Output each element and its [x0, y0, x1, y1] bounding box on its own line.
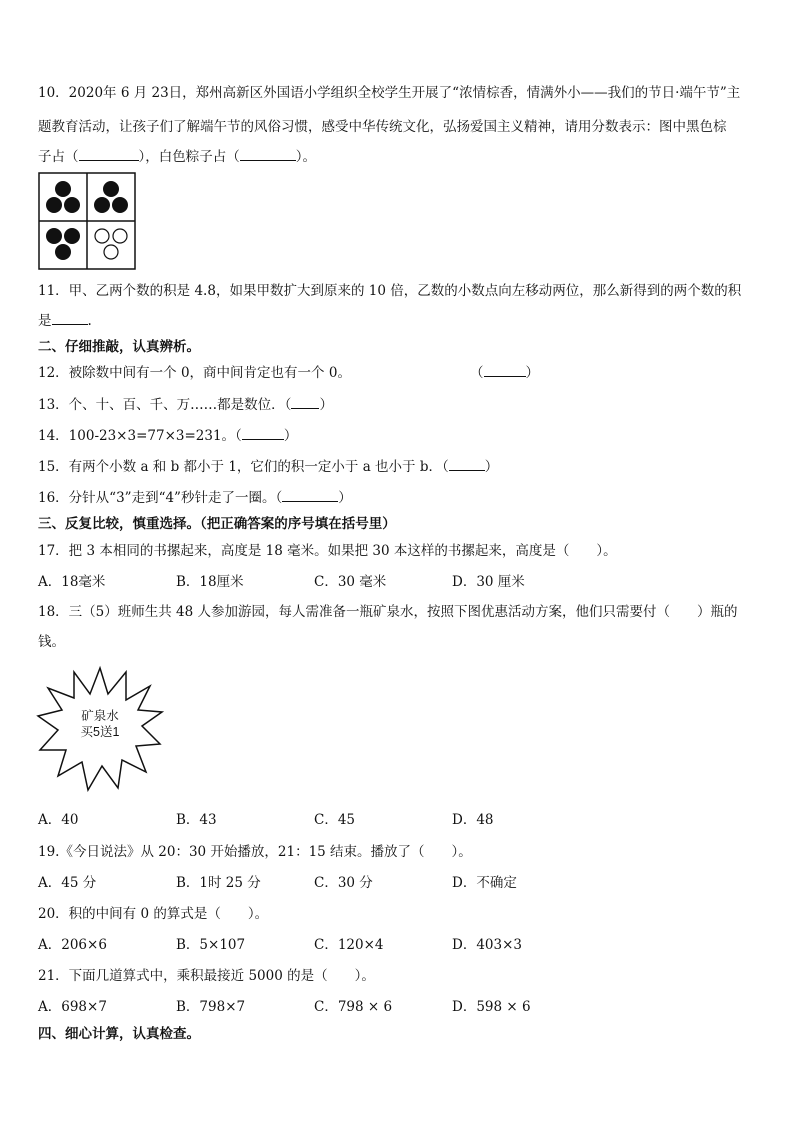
section-2-heading: 二、仔细推敲，认真辨析。: [38, 339, 200, 355]
q12-blank[interactable]: [484, 364, 526, 377]
q17-text: 17．把 3 本相同的书摞起来，高度是 18 毫米。如果把 30 本这样的书摞起来，高度是（ ）。: [38, 543, 617, 559]
zongzi-grid: [38, 172, 138, 272]
q19-option-b[interactable]: B．1时 25 分: [176, 875, 261, 891]
q17-option-a[interactable]: A．18毫米: [38, 574, 106, 590]
zongzi-cell-4: [95, 229, 127, 259]
section-3-heading: 三、反复比较，慎重选择。（把正确答案的序号填在括号里）: [38, 516, 396, 532]
q19-option-a[interactable]: A．45 分: [38, 875, 97, 891]
q16-line: [38, 489, 352, 507]
q21-option-b[interactable]: B．798×7: [176, 999, 246, 1015]
q14-line: [38, 427, 297, 445]
q13-blank[interactable]: [291, 396, 319, 409]
q17-option-b[interactable]: B．18厘米: [176, 574, 244, 590]
q10-text-b: ），白色粽子占（: [138, 149, 240, 165]
q20-option-a[interactable]: A．206×6: [38, 937, 107, 953]
q19-option-c[interactable]: C．30 分: [314, 875, 373, 891]
q20-option-c[interactable]: C．120×4: [314, 937, 384, 953]
q17-option-c[interactable]: C．30 毫米: [314, 574, 387, 590]
q12-answer[interactable]: [470, 364, 539, 382]
q14-blank[interactable]: [242, 427, 284, 440]
q13-line: [38, 396, 333, 414]
q16-tail: ）: [338, 490, 352, 506]
q16-blank[interactable]: [282, 489, 338, 502]
q18-option-b[interactable]: B．43: [176, 812, 217, 828]
zongzi-cell-3: [46, 228, 80, 260]
q20-text: 20．积的中间有 0 的算式是（ ）。: [38, 906, 269, 922]
q14-tail: ）: [283, 428, 298, 444]
q13-tail: ）: [319, 397, 333, 413]
q10-line1: 10．2020年 6 月 23日，郑州高新区外国语小学组织全校学生开展了“浓情棕香，情满外小——我们的节日·端午节”主: [38, 85, 741, 101]
q11-text-a: 是: [38, 313, 52, 329]
q10-text-c: ）。: [295, 149, 316, 165]
q18-line1: 18．三（5）班师生共 48 人参加游园，每人需准备一瓶矿泉水，按照下图优惠活动方案，他们只需要付（ ）瓶的: [38, 604, 738, 620]
q10-blank-black[interactable]: [79, 148, 139, 161]
q17-option-d[interactable]: D．30 厘米: [452, 574, 525, 590]
q10-text-a: 子占（: [38, 149, 79, 165]
q18-option-a[interactable]: A．40: [38, 812, 79, 828]
zongzi-cell-1: [46, 181, 80, 213]
section-4-heading: 四、细心计算，认真检查。: [38, 1026, 200, 1042]
promo-burst: [36, 664, 164, 792]
q11-line2: [38, 312, 92, 330]
q21-option-c[interactable]: C．798 × 6: [314, 999, 393, 1015]
q10-blank-white[interactable]: [240, 148, 296, 161]
q15-text: 15．有两个小数 a 和 b 都小于 1，它们的积一定小于 a 也小于 b．（: [38, 459, 449, 475]
q15-line: [38, 458, 498, 476]
q12-paren-close: ）: [525, 365, 539, 381]
q19-option-d[interactable]: D．不确定: [452, 875, 517, 891]
q14-text: 14．100-23×3=77×3=231。（: [38, 428, 242, 444]
q16-text: 16．分针从“3”走到“4”秒针走了一圈。（: [38, 490, 283, 506]
q21-text: 21．下面几道算式中，乘积最接近 5000 的是（ ）。: [38, 968, 375, 984]
q19-text: 19.《今日说法》从 20：30 开始播放，21：15 结束。播放了（ ）。: [38, 844, 472, 860]
zongzi-cell-2: [94, 181, 128, 213]
q18-option-d[interactable]: D．48: [452, 812, 494, 828]
q18-line2: 钱。: [38, 634, 65, 650]
burst-text-line2: 买5送1: [80, 725, 120, 739]
q12-paren-open: （: [470, 365, 484, 381]
q15-blank[interactable]: [449, 458, 485, 471]
q10-line2: 题教育活动，让孩子们了解端午节的风俗习惯，感受中华传统文化，弘扬爱国主义精神，请用分数表示：图中黑色棕: [38, 119, 727, 135]
q15-tail: ）: [484, 459, 499, 475]
q18-option-c[interactable]: C．45: [314, 812, 356, 828]
q20-option-d[interactable]: D．403×3: [452, 937, 522, 953]
burst-text-line1: 矿泉水: [81, 709, 119, 723]
q20-option-b[interactable]: B．5×107: [176, 937, 246, 953]
q11-blank[interactable]: [52, 312, 88, 325]
q12-text: 12．被除数中间有一个 0，商中间肯定也有一个 0。: [38, 365, 351, 381]
q13-text: 13．个、十、百、千、万……都是数位．（: [38, 397, 292, 413]
q11-line1: 11．甲、乙两个数的积是 4.8，如果甲数扩大到原来的 10 倍，乙数的小数点向左移动两位，那么新得到的两个数的积: [38, 283, 742, 299]
q21-option-d[interactable]: D．598 × 6: [452, 999, 531, 1015]
q21-option-a[interactable]: A．698×7: [38, 999, 107, 1015]
q11-text-b: .: [87, 313, 92, 329]
q10-line3: [38, 148, 316, 166]
